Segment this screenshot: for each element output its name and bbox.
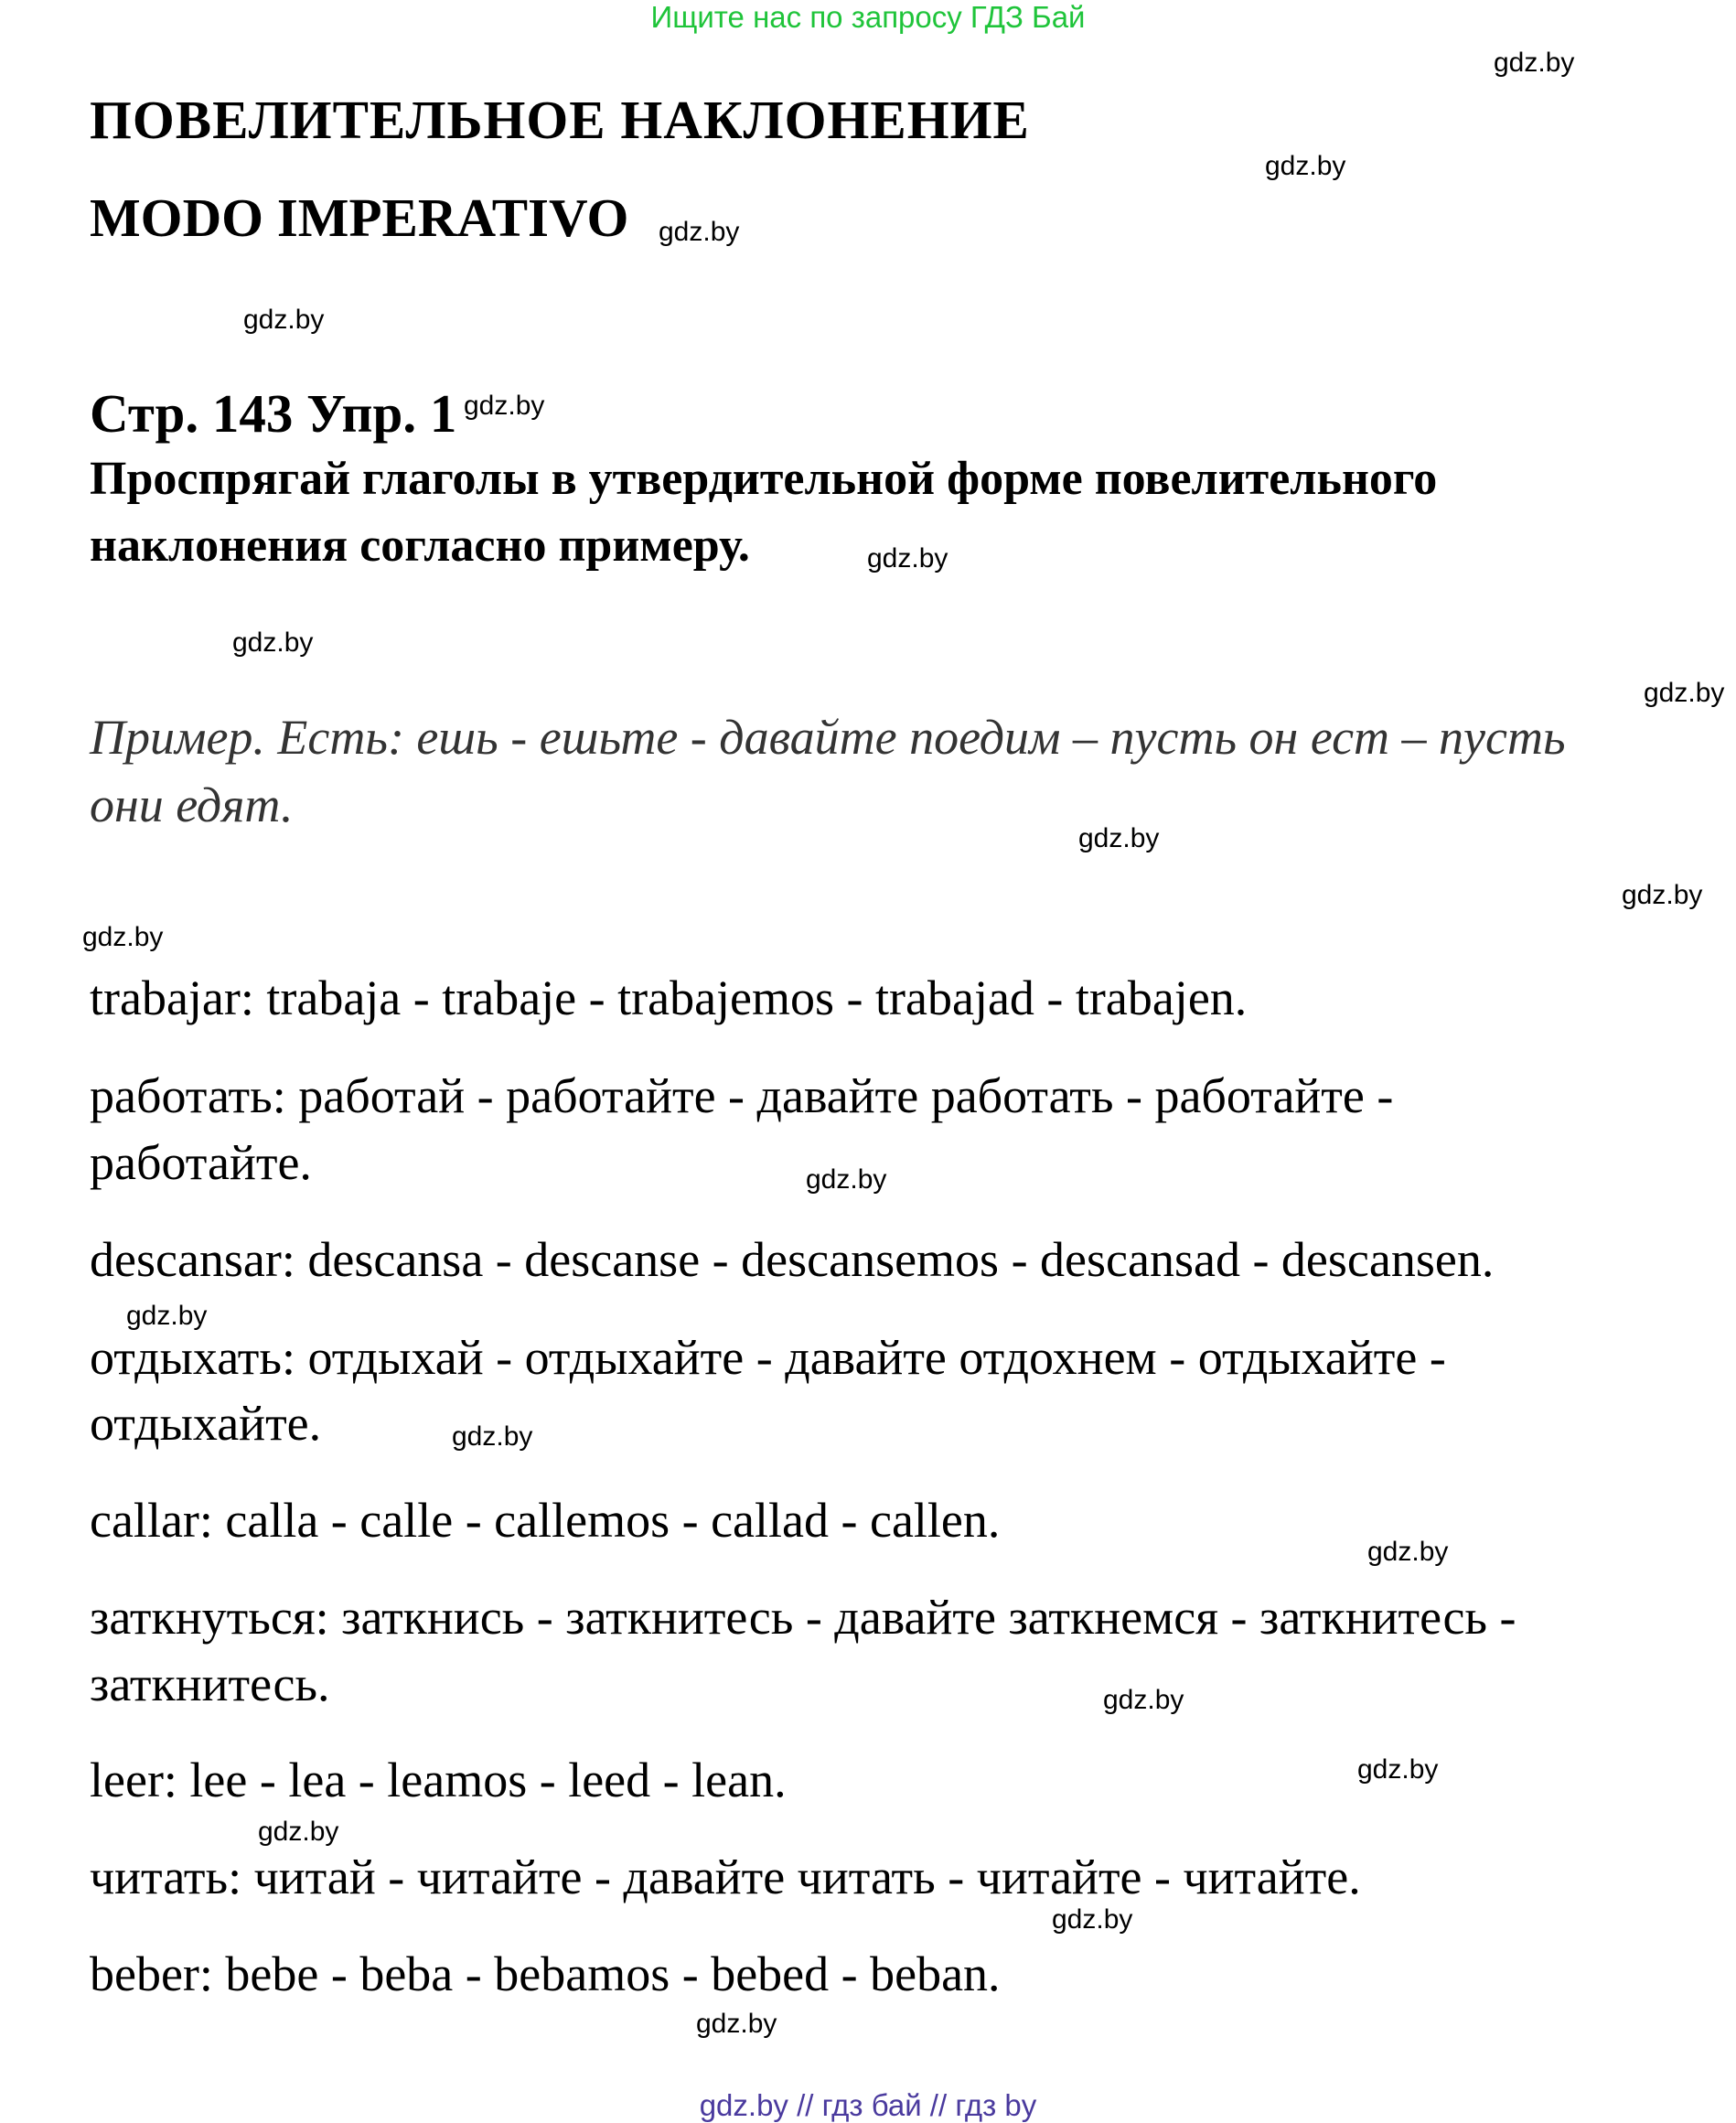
answer-line: заткнуться: заткнись - заткнитесь - давайте заткнемся - заткнитесь -: [90, 1590, 1516, 1645]
watermark: gdz.by: [1622, 880, 1703, 910]
watermark: gdz.by: [452, 1421, 533, 1452]
answer-line: отдыхать: отдыхай - отдыхайте - давайте отдохнем - отдыхайте -: [90, 1330, 1446, 1385]
answer-line: отдыхайте.: [90, 1396, 322, 1451]
exercise-reference: Стр. 143 Упр. 1: [90, 383, 457, 444]
watermark: gdz.by: [867, 543, 948, 574]
example-line2: они едят.: [90, 777, 294, 832]
search-banner: Ищите нас по запросу ГДЗ Бай: [650, 0, 1086, 34]
watermark: gdz.by: [806, 1164, 887, 1195]
page-title-spanish: MODO IMPERATIVO: [90, 188, 629, 248]
watermark: gdz.by: [464, 391, 545, 421]
answer-line: leer: lee - lea - leamos - leed - lean.: [90, 1753, 787, 1807]
answer-line: читать: читай - читайте - давайте читать - читайте - читайте.: [90, 1850, 1361, 1904]
watermark: gdz.by: [243, 305, 325, 335]
watermark: gdz.by: [1052, 1904, 1133, 1935]
watermark: gdz.by: [1367, 1537, 1449, 1567]
watermark: gdz.by: [659, 217, 740, 247]
watermark: gdz.by: [696, 2009, 777, 2039]
answer-line: работать: работай - работайте - давайте работать - работайте -: [90, 1068, 1394, 1123]
watermark: gdz.by: [232, 627, 314, 658]
answer-line: заткнитесь.: [90, 1657, 330, 1711]
watermark: gdz.by: [1357, 1754, 1439, 1785]
example-line1: Пример. Есть: ешь - ешьте - давайте поедим – пусть он ест – пусть: [90, 710, 1566, 765]
answer-line: trabajar: trabaja - trabaje - trabajemos - trabajad - trabajen.: [90, 970, 1248, 1025]
page-title-russian: ПОВЕЛИТЕЛЬНОЕ НАКЛОНЕНИЕ: [90, 90, 1030, 150]
watermark: gdz.by: [1103, 1685, 1184, 1715]
answer-line: callar: calla - calle - callemos - callad - callen.: [90, 1493, 1001, 1548]
watermark: gdz.by: [1494, 48, 1575, 78]
answer-line: descansar: descansa - descanse - descansemos - descansad - descansen.: [90, 1232, 1495, 1287]
watermark: gdz.by: [1265, 151, 1346, 181]
footer-links[interactable]: gdz.by // гдз бай // гдз by: [699, 2088, 1037, 2122]
task-instruction-line2: наклонения согласно примеру.: [90, 520, 750, 572]
watermark: gdz.by: [1644, 678, 1725, 708]
task-instruction-line1: Проспрягай глаголы в утвердительной форме повелительного: [90, 453, 1438, 505]
watermark: gdz.by: [258, 1817, 339, 1847]
watermark: gdz.by: [1078, 823, 1160, 853]
watermark: gdz.by: [126, 1301, 208, 1331]
watermark: gdz.by: [82, 922, 164, 952]
answer-line: beber: bebe - beba - bebamos - bebed - beban.: [90, 1946, 1001, 2001]
answer-line: работайте.: [90, 1135, 312, 1190]
